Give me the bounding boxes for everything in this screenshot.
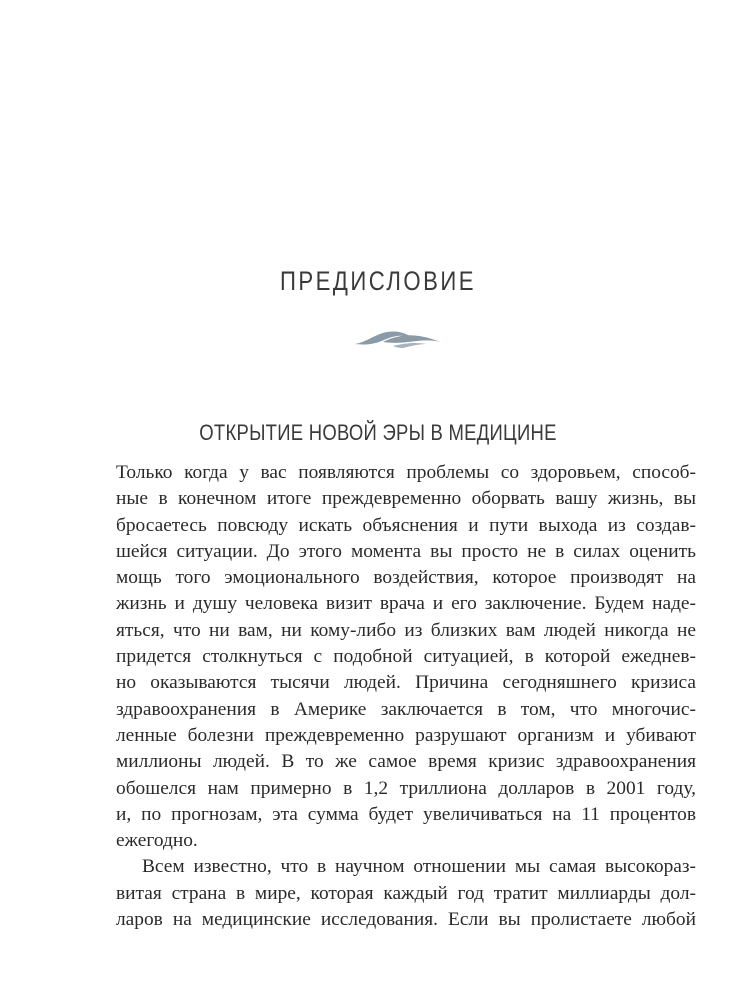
text-line: шейся ситуации. До этого момента вы просто не в силах оценить bbox=[116, 540, 696, 562]
text-line: ежегодно. bbox=[116, 830, 198, 852]
text-line: миллионы людей. В то же самое время кризис здравоохранения bbox=[116, 751, 696, 773]
text-line: но оказываются тысячи людей. Причина сегодняшнего кризиса bbox=[116, 672, 696, 694]
text-line: витая страна в мире, которая каждый год тратит миллиарды дол- bbox=[116, 882, 696, 904]
chapter-title: ПРЕДИСЛОВИЕ bbox=[280, 266, 476, 296]
text-line: ларов на медицинские исследования. Если вы пролистаете любой bbox=[116, 909, 696, 931]
text-line: бросаетесь повсюду искать объяснения и пути выхода из создав- bbox=[116, 514, 696, 536]
wave-ornament-icon bbox=[353, 322, 443, 352]
text-line: обошелся нам примерно в 1,2 триллиона долларов в 2001 году, bbox=[116, 777, 696, 799]
text-line: и, по прогнозам, эта сумма будет увеличиваться на 11 процентов bbox=[116, 803, 696, 825]
text-line: ные в конечном итоге преждевременно оборвать вашу жизнь, вы bbox=[116, 488, 696, 510]
text-line: жизнь и душу человека визит врача и его заключение. Будем наде- bbox=[116, 593, 696, 615]
text-line: Всем известно, что в научном отношении мы самая высокораз- bbox=[142, 856, 696, 878]
body-text bbox=[116, 460, 696, 933]
section-title: ОТКРЫТИЕ НОВОЙ ЭРЫ В МЕДИЦИНЕ bbox=[199, 420, 557, 445]
paragraph-1 bbox=[116, 460, 696, 854]
text-line: здравоохранения в Америке заключается в том, что многочис- bbox=[116, 698, 696, 720]
text-line: ленные болезни преждевременно разрушают организм и убивают bbox=[116, 724, 696, 746]
text-line: яться, что ни вам, ни кому-либо из близких вам людей никогда не bbox=[116, 619, 696, 641]
text-line: Только когда у вас появляются проблемы со здоровьем, способ- bbox=[116, 462, 696, 483]
paragraph-2 bbox=[116, 854, 696, 933]
text-line: мощь того эмоционального воздействия, которое производят на bbox=[116, 567, 696, 589]
text-line: придется столкнуться с подобной ситуацией, в которой ежеднев- bbox=[116, 646, 696, 668]
